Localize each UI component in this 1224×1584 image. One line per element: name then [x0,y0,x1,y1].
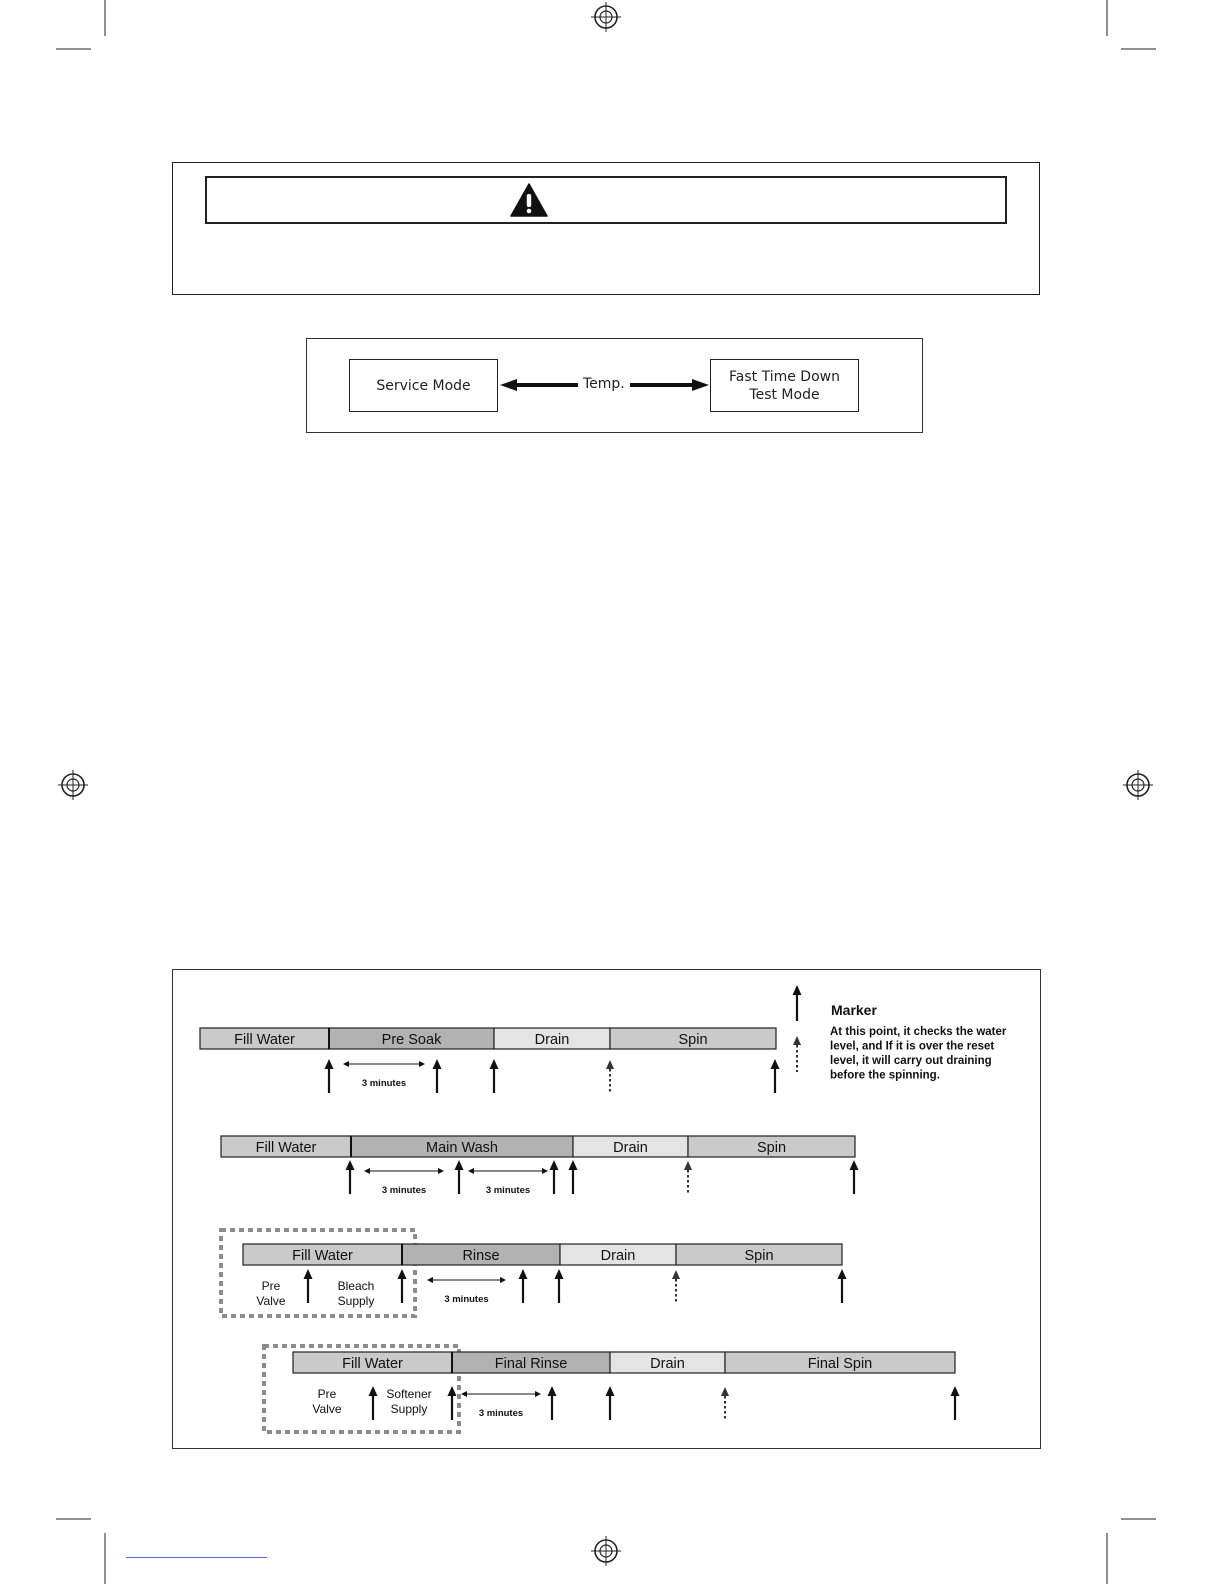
legend-description: At this point, it checks the water [830,1026,1007,1038]
marker-arrow [325,1059,334,1093]
marker-arrow [433,1059,442,1093]
marker-arrow [369,1386,378,1420]
supply-label: Pre [317,1387,337,1401]
interval-indicator [364,1168,444,1174]
supply-label: Valve [256,1294,286,1308]
interval-indicator [427,1277,506,1283]
supply-label: Supply [390,1402,428,1416]
phase-label: Spin [756,1140,787,1156]
footer-link-underline [126,1557,267,1558]
fast-time-down-label: Fast Time Down [729,368,840,385]
legend-title: Marker [831,1002,877,1018]
interval-label: 3 minutes [485,1185,531,1196]
phase-label: Main Wash [426,1140,498,1156]
interval-indicator [461,1391,541,1397]
legend-description: level, it will carry out draining [830,1055,992,1067]
phase-label: Final Rinse [494,1356,568,1372]
marker-arrow [569,1160,578,1194]
marker-arrow [548,1386,557,1420]
marker-arrow [490,1059,499,1093]
marker-arrow [951,1386,960,1420]
marker-arrow [793,985,802,1021]
legend-description: before the spinning. [830,1069,940,1082]
water-check-arrow [672,1270,680,1303]
supply-label: Supply [337,1294,375,1308]
marker-arrow [448,1386,457,1420]
supply-label: Softener [386,1387,432,1401]
supply-label: Pre [261,1279,281,1293]
phase-label: Drain [613,1140,648,1156]
phase-label: Spin [744,1248,774,1264]
phase-label: Drain [600,1248,636,1264]
phase-label: Fill Water [255,1140,317,1156]
marker-arrow [398,1269,407,1303]
marker-arrow [838,1269,847,1303]
supply-label: Bleach [337,1279,375,1293]
interval-indicator [468,1168,548,1174]
marker-arrow [455,1160,464,1194]
service-mode-label: Service Mode [376,377,471,394]
supply-highlight-box [221,1230,415,1316]
marker-arrow [550,1160,559,1194]
phase-label: Fill Water [292,1248,353,1264]
phase-label: Drain [534,1032,570,1048]
phase-label: Fill Water [342,1356,403,1372]
phase-label: Spin [678,1032,708,1048]
marker-arrow [304,1269,313,1303]
phase-label: Drain [650,1356,685,1372]
phase-label: Pre Soak [381,1032,442,1048]
interval-label: 3 minutes [361,1078,407,1089]
interval-label: 3 minutes [444,1294,489,1305]
test-mode-label: Test Mode [749,386,820,403]
marker-arrow [771,1059,780,1093]
phase-label: Rinse [462,1248,500,1264]
interval-label: 3 minutes [478,1408,524,1419]
marker-arrow [519,1269,528,1303]
legend-description: level, and If it is over the reset [830,1040,995,1053]
water-check-arrow [684,1161,692,1194]
interval-label: 3 minutes [381,1185,427,1196]
water-check-arrow [606,1060,614,1093]
water-check-arrow [793,1036,801,1072]
marker-arrow [850,1160,859,1194]
marker-arrow [555,1269,564,1303]
marker-arrow [606,1386,615,1420]
interval-indicator [343,1061,425,1067]
phase-label: Fill Water [234,1032,295,1048]
water-check-arrow [721,1387,729,1420]
phase-label: Final Spin [807,1356,873,1372]
marker-arrow [346,1160,355,1194]
temp-label: Temp. [583,376,625,392]
supply-label: Valve [312,1402,342,1416]
